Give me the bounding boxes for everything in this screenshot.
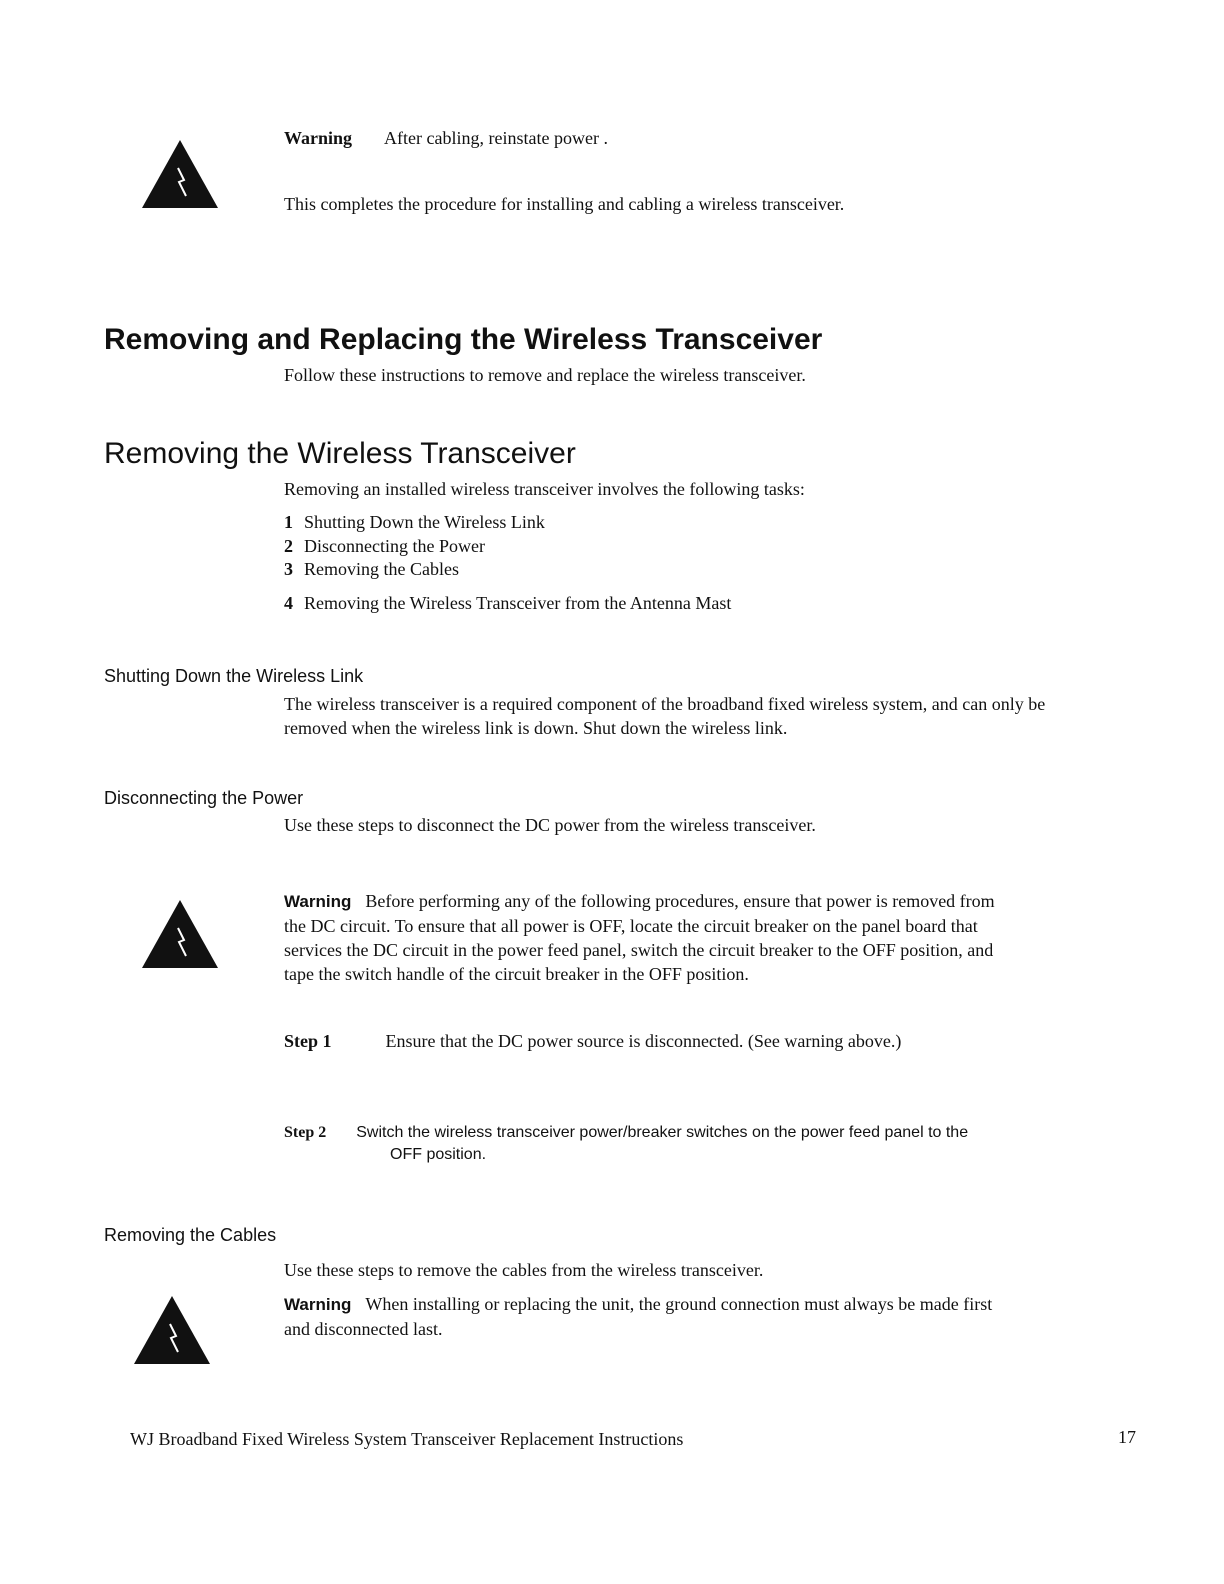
cables-warning: Warning When installing or replacing the unit, the ground connection must always be made first and disconnected last.: [284, 1294, 993, 1339]
cables-heading: Removing the Cables: [104, 1225, 277, 1245]
shutdown-line-2: removed when the wireless link is down. Shut down the wireless link.: [284, 718, 788, 738]
warning-text: After cabling, reinstate power .: [384, 128, 608, 148]
footer-title: WJ Broadband Fixed Wireless System Transceiver Replacement Instructions: [130, 1429, 684, 1449]
task-item: 3 Removing the Cables: [284, 559, 459, 579]
warning-label: Warning: [284, 892, 352, 911]
task-item: 2 Disconnecting the Power: [284, 535, 485, 556]
task-item: 1 Shutting Down the Wireless Link: [284, 512, 545, 532]
section-title: Removing and Replacing the Wireless Transceiver: [104, 323, 823, 356]
warning-icon: [142, 140, 218, 208]
warning-label: Warning: [284, 1295, 352, 1314]
section-intro: Follow these instructions to remove and replace the wireless transceiver.: [284, 365, 806, 385]
task-list: [284, 511, 731, 615]
warning-icon: [142, 900, 218, 968]
shutdown-line-1: The wireless transceiver is a required component of the broadband fixed wireless system, and can only be: [284, 694, 1046, 714]
completion-text: This completes the procedure for installing and cabling a wireless transceiver.: [284, 194, 845, 214]
warning-1: [284, 126, 608, 150]
warning-icon: [134, 1296, 210, 1364]
step-2: Step 2 Switch the wireless transceiver power/breaker switches on the power feed panel to the OFF position.: [284, 1124, 969, 1163]
subsection-intro: Removing an installed wireless transceiver involves the following tasks:: [284, 479, 805, 499]
power-warning: Warning Before performing any of the following procedures, ensure that power is removed from the DC circuit. To ensure that all power is OFF, locate the circuit breaker on the panel board that services the DC circuit in the power feed panel, switch the circuit breaker to the OFF position, and tape the switch handle of the circuit breaker in the OFF position.: [284, 891, 995, 984]
task-item: 4 Removing the Wireless Transceiver from the Antenna Mast: [284, 592, 732, 613]
step-text: Ensure that the DC power source is disconnected. (See warning above.): [385, 1031, 902, 1051]
subsection-title: Removing the Wireless Transceiver: [104, 437, 576, 470]
step-label: Step 2: [284, 1124, 327, 1141]
power-heading: Disconnecting the Power: [104, 788, 304, 808]
shutdown-heading: Shutting Down the Wireless Link: [104, 666, 364, 686]
cables-intro: Use these steps to remove the cables from the wireless transceiver.: [284, 1260, 764, 1280]
power-intro: Use these steps to disconnect the DC power from the wireless transceiver.: [284, 815, 816, 835]
page-number: 17: [1118, 1427, 1136, 1447]
step-label: Step 1: [284, 1031, 332, 1051]
step-1: [284, 1029, 901, 1053]
step-text: Switch the wireless transceiver power/breaker switches on the power feed panel to the: [356, 1124, 969, 1141]
warning-label: Warning: [284, 128, 353, 148]
